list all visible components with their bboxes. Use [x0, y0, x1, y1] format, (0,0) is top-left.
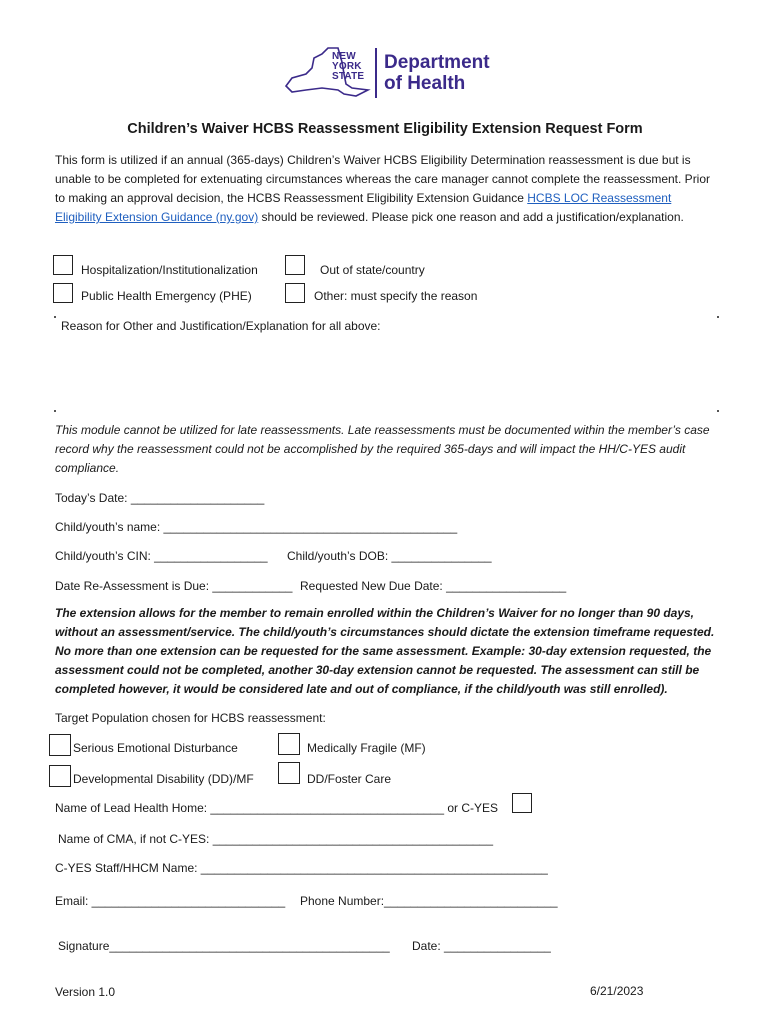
checkbox-hospitalization[interactable] — [53, 255, 73, 275]
label-phe: Public Health Emergency (PHE) — [81, 289, 252, 303]
version-label: Version 1.0 — [55, 985, 116, 999]
label-medically-fragile: Medically Fragile (MF) — [307, 741, 426, 755]
signature-date-field[interactable]: Date: ________________ — [412, 939, 551, 953]
signature-field[interactable]: Signature__________________________________________ — [58, 939, 390, 953]
checkbox-c-yes[interactable] — [512, 793, 532, 813]
reason-box-label: Reason for Other and Justification/Explanation for all above: — [61, 319, 381, 333]
label-sed: Serious Emotional Disturbance — [73, 741, 238, 755]
label-other: Other: must specify the reason — [314, 289, 478, 303]
department-name — [384, 52, 490, 94]
label-dd-mf: Developmental Disability (DD)/MF — [73, 772, 254, 786]
email-field[interactable]: Email: _____________________________ — [55, 894, 286, 908]
target-population-label: Target Population chosen for HCBS reassessment: — [55, 711, 326, 725]
logo-divider — [375, 48, 377, 98]
textbox-corner-br — [717, 410, 719, 412]
nys-doh-logo — [282, 44, 492, 100]
label-dd-foster-care: DD/Foster Care — [307, 772, 392, 786]
checkbox-medically-fragile[interactable] — [278, 733, 300, 755]
reason-textarea[interactable] — [55, 318, 718, 410]
reassessment-due-field[interactable]: Date Re-Assessment is Due: ____________ — [55, 579, 293, 593]
form-title: Children’s Waiver HCBS Reassessment Eligibility Extension Request Form — [127, 121, 643, 137]
child-cin-field[interactable]: Child/youth’s CIN: _________________ — [55, 549, 268, 563]
late-notice: This module cannot be utilized for late reassessments. Late reassessments must be documented within the member’s case record why the reassessment could not be accomplished by the required 365-days and will impact the HH/C-YES audit compliance. — [55, 423, 710, 475]
footer-date: 6/21/2023 — [590, 984, 644, 998]
label-out-of-state: Out of state/country — [320, 263, 425, 277]
checkbox-sed[interactable] — [49, 734, 71, 756]
checkbox-dd-mf[interactable] — [49, 765, 71, 787]
textbox-corner-bl — [54, 410, 56, 412]
intro-text: This form is utilized if an annual (365-days) Children’s Waiver HCBS Eligibility Determination reassessment is due but is unable to be completed for extenuating circumstances whereas the care manager cannot complete the reassessment. Prior to making an approval decision, the HCBS Reassessment Eligibility Extension Guidance — [55, 153, 711, 205]
checkbox-phe[interactable] — [53, 283, 73, 303]
state-name-text: NEW YORK STATE — [332, 51, 365, 82]
child-dob-field[interactable]: Child/youth’s DOB: _______________ — [287, 549, 492, 563]
todays-date-field[interactable]: Today’s Date: ____________________ — [55, 491, 265, 505]
label-hospitalization: Hospitalization/Institutionalization — [81, 263, 258, 277]
department-line-2: of Health — [384, 73, 466, 94]
cma-name-field[interactable]: Name of CMA, if not C-YES: __________________________________________ — [58, 832, 494, 846]
lead-health-home-field[interactable]: Name of Lead Health Home: ___________________________________ or C-YES — [55, 801, 499, 815]
child-name-field[interactable]: Child/youth’s name: ____________________________________________ — [55, 520, 458, 534]
requested-due-field[interactable]: Requested New Due Date: __________________ — [300, 579, 567, 593]
staff-name-field[interactable]: C-YES Staff/HHCM Name: ____________________________________________________ — [55, 861, 548, 875]
extension-notice: The extension allows for the member to remain enrolled within the Children’s Waiver for no longer than 90 days, without an assessment/service. The child/youth’s circumstances should dictate the extension timeframe requested. No more than one extension can be requested for the same assessment. Example: 30-day extension requested, the assessment could not be completed, another 30-day extension cannot be requested. The assessment can still be completed however, it would be considered late and out of compliance, if the child/youth was still enrolled). — [55, 606, 715, 696]
guidance-link[interactable]: HCBS LOC Reassessment Eligibility Extension Guidance (ny.gov) — [55, 191, 672, 224]
checkbox-out-of-state[interactable] — [285, 255, 305, 275]
phone-field[interactable]: Phone Number:__________________________ — [300, 894, 558, 908]
intro-text-after: should be reviewed. Please pick one reason and add a justification/explanation. — [258, 210, 684, 224]
department-line-1: Department — [384, 52, 490, 73]
checkbox-dd-foster-care[interactable] — [278, 762, 300, 784]
checkbox-other[interactable] — [285, 283, 305, 303]
intro-paragraph — [55, 151, 717, 227]
